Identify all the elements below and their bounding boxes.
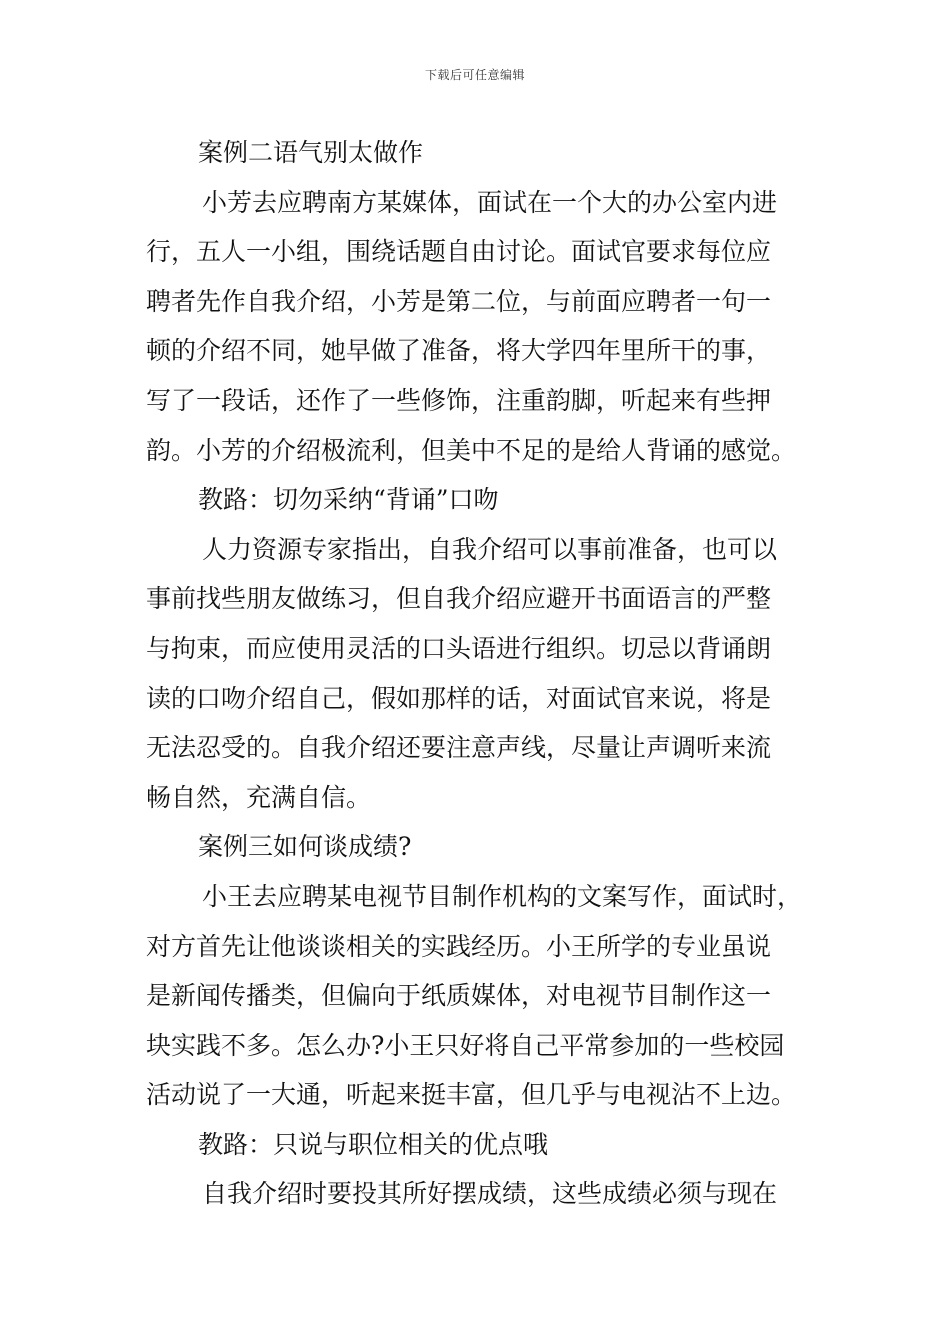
tip-two-paragraph [146, 1169, 826, 1219]
document-body [146, 128, 826, 1219]
text-line: 教路：切勿采纳“背诵”口吻 [198, 485, 499, 515]
tip-two-heading [146, 1120, 826, 1170]
text-line: 自我介绍时要投其所好摆成绩，这些成绩必须与现在 [202, 1179, 778, 1209]
page-header: 下载后可任意编辑 [424, 68, 525, 82]
text-line: 是新闻传播类，但偏向于纸质媒体，对电视节目制作这一 [146, 981, 772, 1011]
text-line: 聘者先作自我介绍，小芳是第二位，与前面应聘者一句一 [146, 286, 772, 316]
text-line: 教路：只说与职位相关的优点哦 [198, 1129, 549, 1159]
tip-one-heading [146, 475, 826, 525]
case-three-paragraph [146, 872, 826, 1120]
text-line: 畅自然，充满自信。 [146, 782, 372, 812]
text-line: 写了一段话，还作了一些修饰，注重韵脚，听起来有些押 [146, 385, 772, 415]
text-line: 顿的介绍不同，她早做了准备，将大学四年里所干的事， [146, 336, 772, 366]
text-line: 活动说了一大通，听起来挺丰富，但几乎与电视沾不上边。 [146, 1080, 797, 1110]
text-line: 块实践不多。怎么办?小王只好将自己平常参加的一些校园 [146, 1030, 785, 1060]
text-line: 对方首先让他谈谈相关的实践经历。小王所学的专业虽说 [146, 931, 772, 961]
text-line: 案例三如何谈成绩? [198, 832, 412, 862]
text-line: 与拘束，而应使用灵活的口头语进行组织。切忌以背诵朗 [146, 633, 772, 663]
text-line: 无法忍受的。自我介绍还要注意声线，尽量让声调听来流 [146, 733, 772, 763]
case-two-heading [146, 128, 826, 178]
text-line: 小芳去应聘南方某媒体，面试在一个大的办公室内进 [202, 187, 778, 217]
text-line: 案例二语气别太做作 [198, 138, 424, 167]
text-line: 行，五人一小组，围绕话题自由讨论。面试官要求每位应 [146, 237, 772, 267]
case-two-paragraph [146, 178, 826, 476]
text-line: 韵。小芳的介绍极流利，但美中不足的是给人背诵的感觉。 [146, 435, 797, 465]
text-line: 人力资源专家指出，自我介绍可以事前准备，也可以 [202, 534, 778, 564]
case-three-heading [146, 822, 826, 872]
text-line: 小王去应聘某电视节目制作机构的文案写作，面试时， [202, 881, 803, 911]
text-line: 读的口吻介绍自己，假如那样的话，对面试官来说，将是 [146, 683, 772, 713]
text-line: 事前找些朋友做练习，但自我介绍应避开书面语言的严整 [146, 584, 772, 614]
tip-one-paragraph [146, 525, 826, 823]
